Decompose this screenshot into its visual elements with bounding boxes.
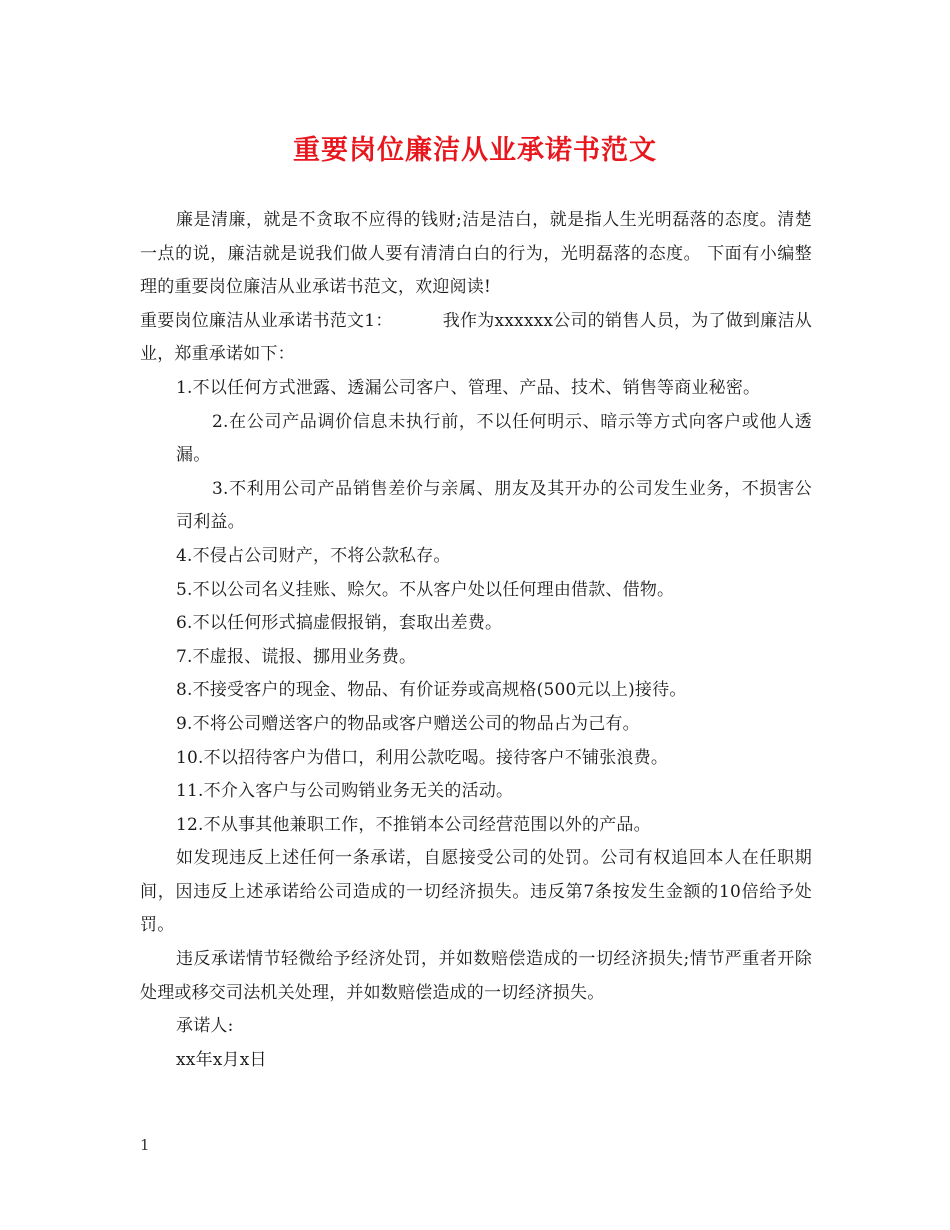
- commitment-item: 7.不虚报、谎报、挪用业务费。: [176, 646, 417, 667]
- commitment-item: 11.不介入客户与公司购销业务无关的活动。: [176, 781, 514, 802]
- commitment-item: 3.不利用公司产品销售差价与亲属、朋友及其开办的公司发生业务，不损害公司利益。: [176, 478, 812, 533]
- document-title: 重要岗位廉洁从业承诺书范文: [293, 135, 657, 166]
- commitment-item: 12.不从事其他兼职工作，不推销本公司经营范围以外的产品。: [176, 814, 651, 835]
- commitment-item: 4.不侵占公司财产，不将公款私存。: [176, 545, 451, 566]
- commitment-item: 1.不以任何方式泄露、透漏公司客户、管理、产品、技术、销售等商业秘密。: [176, 377, 761, 398]
- page-number: 1: [140, 1136, 150, 1154]
- commitment-item: 9.不将公司赠送客户的物品或客户赠送公司的物品占为己有。: [176, 713, 640, 734]
- commitment-item: 5.不以公司名义挂账、赊欠。不从客户处以任何理由借款、借物。: [176, 579, 675, 600]
- commitment-item: 6.不以任何形式搞虚假报销，套取出差费。: [176, 613, 503, 634]
- commitment-item: 8.不接受客户的现金、物品、有价证券或高规格(500元以上)接待。: [176, 680, 687, 701]
- section-lead: 我作为xxxxxx公司的销售人员，为了做到廉洁从业，郑重承诺如下：: [140, 310, 812, 365]
- penalty-paragraph: 违反承诺情节轻微给予经济处罚，并如数赔偿造成的一切经济损失;情节严重者开除处理或移交司法机关处理，并如数赔偿造成的一切经济损失。: [140, 949, 812, 1003]
- penalty-paragraph: 如发现违反上述任何一条承诺，自愿接受公司的处罚。公司有权追回本人在任职期间，因违反上述承诺给公司造成的一切经济损失。违反第7条按发生金额的10倍给予处罚。: [140, 848, 812, 936]
- section-heading: 重要岗位廉洁从业承诺书范文1：: [140, 310, 393, 331]
- section-heading-line: [140, 305, 812, 372]
- signer-label: 承诺人:: [176, 1016, 234, 1037]
- intro-paragraph: 廉是清廉，就是不贪取不应得的钱财;洁是洁白，就是指人生光明磊落的态度。清楚一点的说，廉洁就是说我们做人要有清清白白的行为，光明磊落的态度。 下面有小编整理的重要岗位廉洁从业承诺书范文，欢迎阅读!: [140, 210, 812, 298]
- date-label: xx年x月x日: [176, 1049, 267, 1070]
- commitment-item: 10.不以招待客户为借口，利用公款吃喝。接待客户不铺张浪费。: [176, 747, 669, 768]
- commitment-item: 2.在公司产品调价信息未执行前，不以任何明示、暗示等方式向客户或他人透漏。: [176, 411, 812, 466]
- document-body: [140, 204, 812, 1077]
